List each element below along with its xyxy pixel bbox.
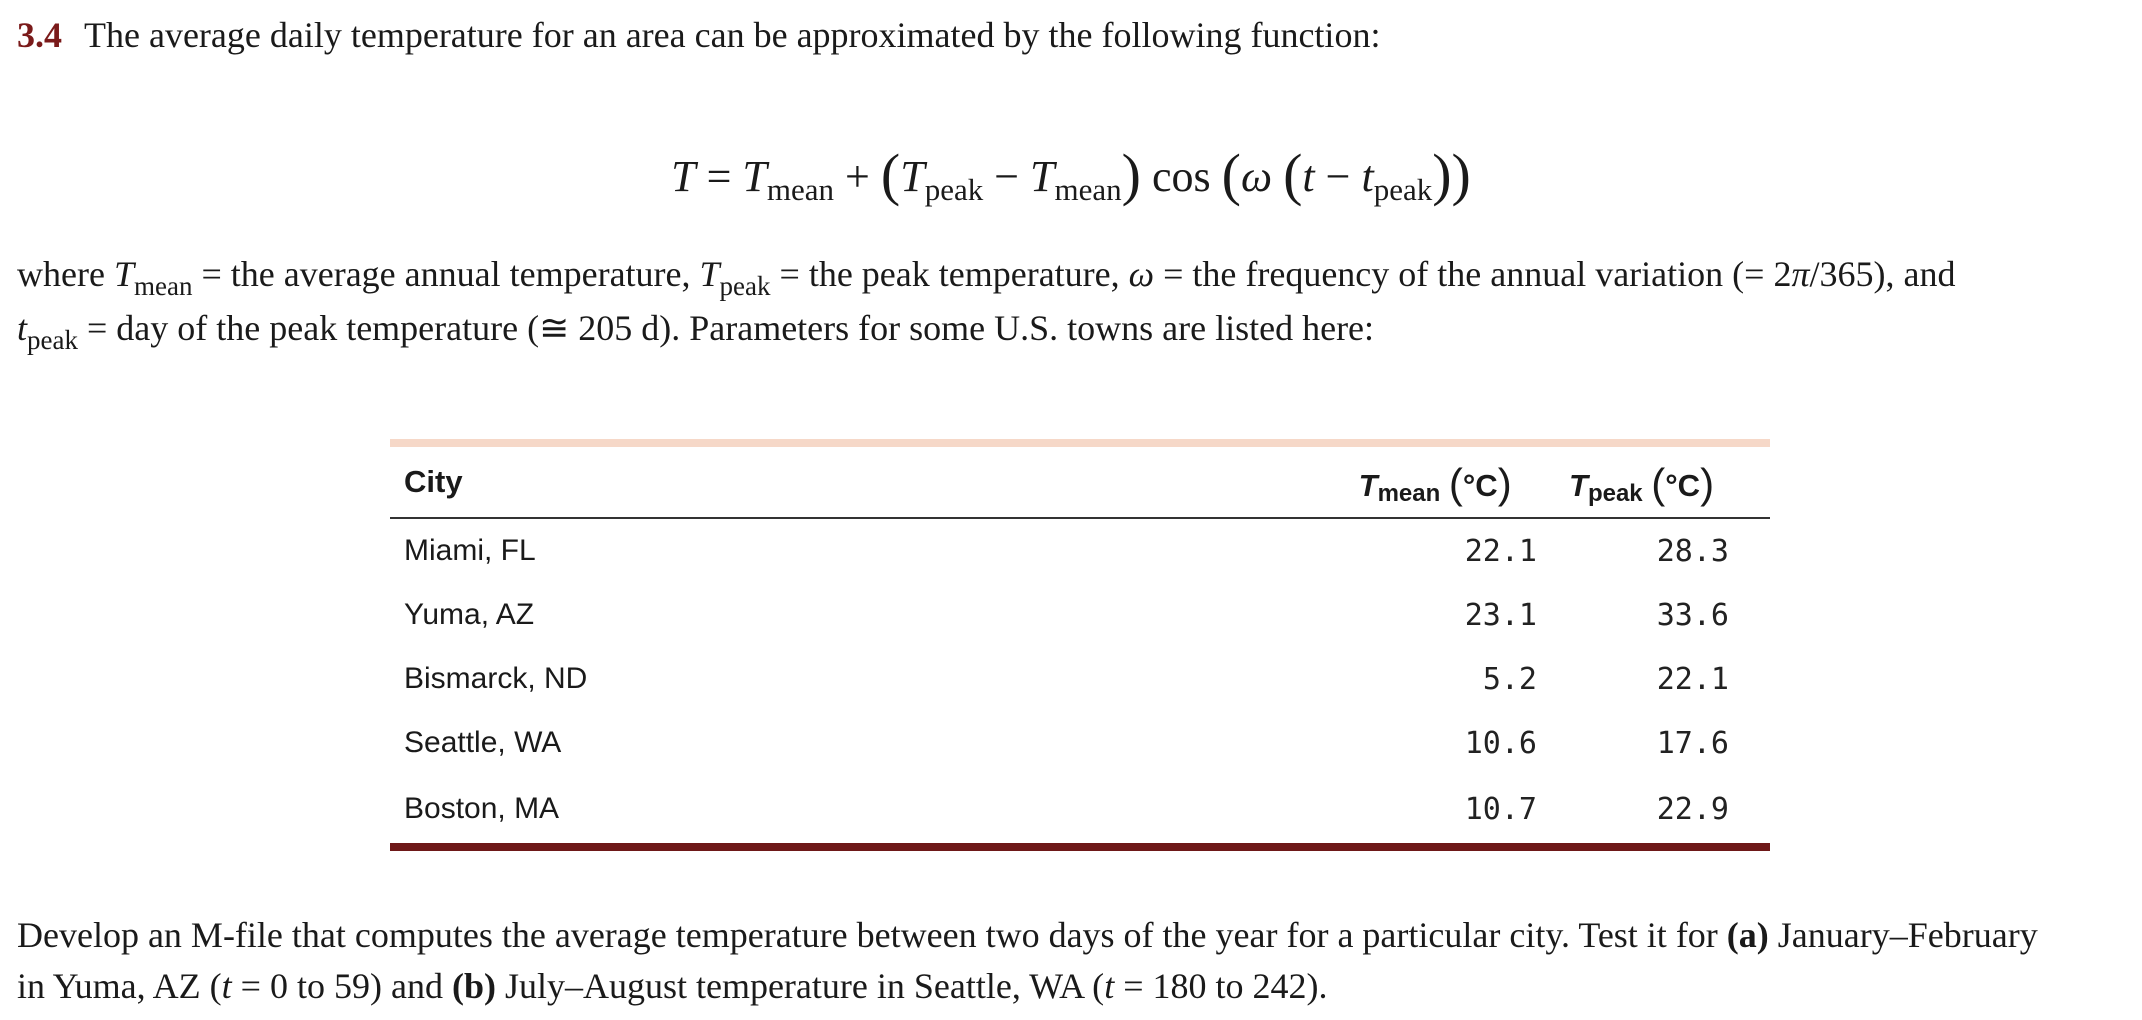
def-omega-text: = the frequency of the annual variation (= 2 — [1154, 254, 1792, 294]
def-pi-symbol: π — [1791, 254, 1810, 294]
def-tmean-text: = the average annual temperature, — [192, 254, 700, 294]
value-tmean: 10.6 — [1464, 725, 1537, 761]
eq-paren-close-2: ) — [1451, 142, 1471, 207]
eq-omega: ω — [1240, 152, 1273, 201]
header-tpeak-sub: peak — [1587, 480, 1643, 507]
eq-paren-open-2: ( — [1221, 142, 1241, 207]
task-line-2 — [17, 960, 1328, 1012]
table-row — [390, 647, 1770, 711]
city-parameters-table — [390, 439, 1770, 851]
task-a-text: January–February — [1768, 915, 2038, 955]
problem-number: 3.4 — [17, 15, 62, 55]
header-tpeak-symbol: T — [1569, 468, 1588, 503]
eq-tpeak-t-sub: peak — [1373, 172, 1433, 207]
eq-tmean-sub: mean — [766, 172, 835, 207]
def-tp-sub: peak — [27, 325, 78, 355]
eq-plus: + — [834, 152, 881, 201]
task-a-label: (a) — [1726, 915, 1769, 955]
eq-paren-open-3: ( — [1283, 142, 1303, 207]
header-tmean — [984, 447, 1537, 518]
header-tpeak-wrap — [1537, 458, 1714, 506]
cell-tpeak — [1537, 518, 1770, 583]
cell-city: Miami, FL — [404, 534, 536, 567]
value-tpeak: 17.6 — [1656, 725, 1729, 761]
eq-cos: cos — [1141, 152, 1222, 201]
table-row — [390, 518, 1770, 583]
problem-statement: The average daily temperature for an area can be approximated by the following function: — [84, 15, 1381, 55]
task-t-symbol-a: t — [221, 966, 232, 1006]
definitions-line-1 — [17, 248, 1955, 303]
cell-tmean — [984, 647, 1537, 711]
task-b-range: = 180 to 242). — [1114, 966, 1328, 1006]
table-row — [390, 583, 1770, 647]
task-b-label: (b) — [451, 966, 496, 1006]
eq-paren-close-1: ) — [1121, 142, 1141, 207]
eq-tmean-sub-2: mean — [1054, 172, 1122, 207]
def-tmean-sub: mean — [133, 271, 193, 301]
eq-tpeak-symbol: T — [900, 152, 925, 201]
header-tmean-symbol: T — [1358, 468, 1378, 503]
header-city: City — [390, 447, 984, 518]
table-bottom-rule — [390, 843, 1770, 851]
cell-tmean — [984, 775, 1537, 843]
cell-city: Boston, MA — [404, 792, 560, 825]
task-b-text: July–August temperature in Seattle, WA ( — [495, 966, 1105, 1006]
task-text-2: in Yuma, AZ ( — [17, 966, 222, 1006]
header-tpeak-unit: °C — [1665, 468, 1701, 503]
definitions-line-2 — [17, 302, 1374, 357]
value-tpeak: 28.3 — [1656, 533, 1729, 569]
problem-statement-line — [17, 10, 1380, 60]
value-tpeak: 22.1 — [1656, 661, 1729, 697]
header-tmean-sub: mean — [1377, 480, 1441, 507]
table-row — [390, 775, 1770, 843]
cell-tpeak — [1537, 583, 1770, 647]
def-tp-symbol: t — [17, 308, 28, 348]
task-line-1 — [17, 909, 2038, 961]
header-tpeak-paren-open: ( — [1651, 460, 1666, 507]
header-tmean-unit: °C — [1462, 468, 1498, 503]
cell-city: Seattle, WA — [404, 726, 562, 759]
cell-city: Yuma, AZ — [404, 598, 535, 631]
eq-tpeak-t: t — [1361, 152, 1374, 201]
cell-tmean — [984, 583, 1537, 647]
cell-city: Bismarck, ND — [404, 662, 588, 695]
eq-t: t — [1302, 152, 1315, 201]
table-header-row — [390, 447, 1770, 518]
def-tmean-symbol: T — [113, 254, 134, 294]
header-tmean-wrap — [993, 458, 1512, 506]
cell-tpeak — [1537, 711, 1770, 775]
parameters-table — [390, 447, 1770, 843]
eq-lhs: T — [671, 152, 696, 201]
def-tp-text: = day of the peak temperature (≅ 205 d). Parameters for some U.S. towns are listed here: — [77, 308, 1375, 348]
eq-equals: = — [695, 152, 743, 201]
def-omega-symbol: ω — [1128, 254, 1155, 294]
eq-paren-close-3: ) — [1432, 142, 1452, 207]
eq-tmean-symbol: T — [742, 152, 767, 201]
header-tmean-paren-close: ) — [1497, 460, 1512, 507]
value-tpeak: 22.9 — [1656, 791, 1729, 827]
task-a-range: = 0 to 59) and — [231, 966, 452, 1006]
eq-paren-open-1: ( — [880, 142, 901, 207]
def-omega-tail: /365), and — [1809, 254, 1956, 294]
cell-tmean — [984, 518, 1537, 583]
header-tpeak — [1537, 447, 1770, 518]
table-top-rule — [390, 439, 1770, 447]
value-tpeak: 33.6 — [1656, 597, 1729, 633]
eq-minus: − — [983, 152, 1031, 201]
table-row — [390, 711, 1770, 775]
task-t-symbol-b: t — [1104, 966, 1115, 1006]
value-tmean: 23.1 — [1464, 597, 1537, 633]
eq-minus-2: − — [1314, 152, 1362, 201]
value-tmean: 5.2 — [1482, 661, 1537, 697]
temperature-equation — [0, 142, 2142, 211]
value-tmean: 22.1 — [1464, 533, 1537, 569]
cell-tpeak — [1537, 775, 1770, 843]
def-tpeak-text: = the peak temperature, — [770, 254, 1129, 294]
def-tpeak-sub: peak — [719, 271, 771, 301]
cell-tpeak — [1537, 647, 1770, 711]
definitions-where: where — [17, 254, 114, 294]
task-text-1: Develop an M-file that computes the average temperature between two days of the year for a particular city. Test it for — [17, 915, 1727, 955]
cell-tmean — [984, 711, 1537, 775]
eq-tpeak-sub: peak — [924, 172, 984, 207]
header-tpeak-paren-close: ) — [1700, 460, 1715, 507]
eq-tmean-symbol-2: T — [1030, 152, 1055, 201]
header-tmean-paren-open: ( — [1448, 460, 1463, 507]
def-tpeak-symbol: T — [699, 254, 720, 294]
value-tmean: 10.7 — [1464, 791, 1537, 827]
